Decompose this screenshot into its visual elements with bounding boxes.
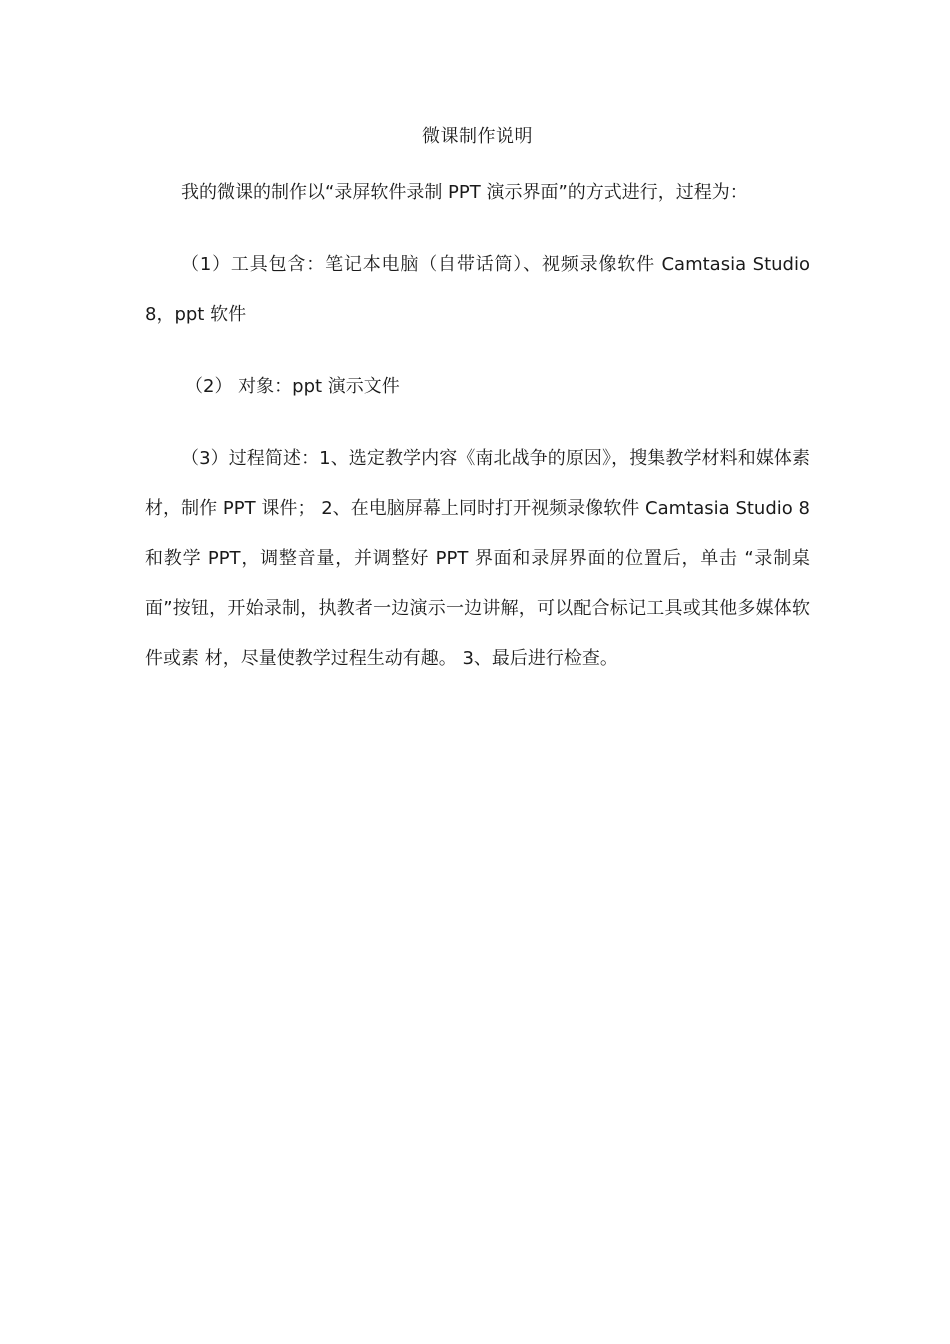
paragraph-intro: 我的微课的制作以“录屏软件录制 PPT 演示界面”的方式进行，过程为： bbox=[181, 182, 748, 203]
paragraph-tools: （1）工具包含：笔记本电脑（自带话筒）、视频录像软件 Camtasia Studio 8，ppt 软件 bbox=[145, 254, 810, 325]
document-body bbox=[145, 118, 810, 706]
paragraph-process: （3）过程简述：1、选定教学内容《南北战争的原因》，搜集教学材料和媒体素材，制作 PPT 课件； 2、在电脑屏幕上同时打开视频录像软件 Camtasia Studio 8 和教学 PPT，调整音量，并调整好 PPT 界面和录屏界面的位置后，单击 “录制桌 面”按钮，开始录制，执教者一边演示一边讲解，可以配合标记工具或其他多媒体软件或素 材，尽量使教学过程生动有趣。 3、最后进行检查。 bbox=[145, 448, 810, 669]
document-title: 微课制作说明 bbox=[422, 126, 533, 147]
paragraph-object: （2） 对象：ppt 演示文件 bbox=[185, 376, 400, 397]
